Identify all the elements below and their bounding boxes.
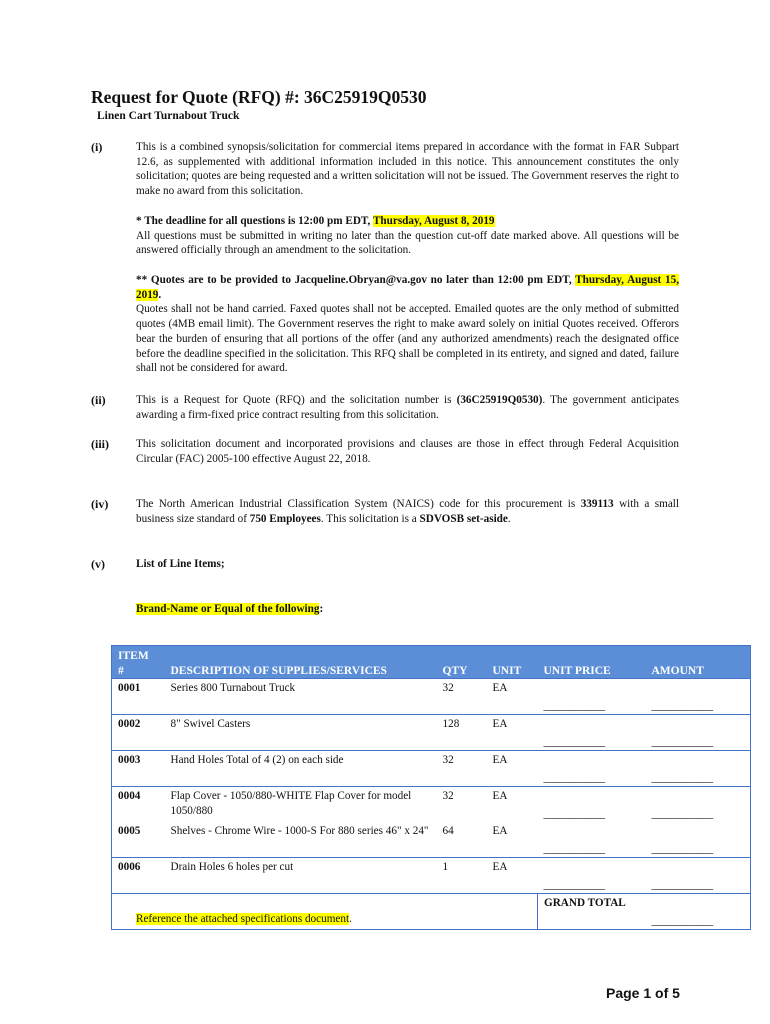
unit-price-cell[interactable] <box>538 858 646 894</box>
section-iv-text-c: . This solicitation is a <box>320 512 420 525</box>
amount-blank: ____________ <box>651 700 713 712</box>
item-qty: 32 <box>437 751 487 787</box>
amount-blank: ____________ <box>651 772 713 784</box>
col-header-description <box>165 646 437 679</box>
item-unit: EA <box>487 751 538 787</box>
col-header-unit <box>487 646 538 679</box>
item-number: 0003 <box>112 751 165 787</box>
page-title: Request for Quote (RFQ) #: 36C25919Q0530 <box>91 87 427 107</box>
naics-code: 339113 <box>580 498 614 510</box>
unit-price-blank: ____________ <box>543 843 605 855</box>
table-row <box>112 751 751 787</box>
col-header-qty <box>437 646 487 679</box>
line-items-table <box>111 645 751 930</box>
item-description: Hand Holes Total of 4 (2) on each side <box>165 751 437 787</box>
table-row <box>112 787 751 823</box>
item-unit: EA <box>487 715 538 751</box>
item-number: 0005 <box>112 822 165 858</box>
line-items-heading <box>136 557 679 572</box>
item-qty: 64 <box>437 822 487 858</box>
amount-cell[interactable] <box>646 751 751 787</box>
table-header-row <box>112 646 751 679</box>
item-unit: EA <box>487 679 538 715</box>
amount-blank: ____________ <box>651 736 713 748</box>
col-header-description-label: DESCRIPTION OF SUPPLIES/SERVICES <box>170 665 387 677</box>
unit-price-cell[interactable] <box>538 787 646 823</box>
item-qty: 32 <box>437 679 487 715</box>
table-row <box>112 822 751 858</box>
deadline-lead: * The deadline for all questions is 12:00 pm EDT, <box>136 215 373 227</box>
brand-name-text: Brand-Name or Equal of the following <box>136 603 320 615</box>
brand-name-colon: : <box>319 603 324 615</box>
solicitation-number: (36C25919Q0530) <box>456 394 543 406</box>
section-iv-text-a: The North American Industrial Classification System (NAICS) code for this procurement is <box>136 498 581 510</box>
unit-price-cell[interactable] <box>538 751 646 787</box>
brand-name-heading <box>136 602 679 617</box>
grand-total-label: GRAND TOTAL <box>538 894 646 930</box>
amount-cell[interactable] <box>646 858 751 894</box>
item-unit: EA <box>487 858 538 894</box>
section-i-text: This is a combined synopsis/solicitation for commercial items prepared in accordance with the format in FAR Subpart 12.6, as supplemented with additional information included in this notice. This announcement constitutes the only solicitation; quotes are being requested and a written solicitation will not be issued. The Government reserves the right to make no award from this solicitation. <box>136 141 679 198</box>
page-number: Page 1 of 5 <box>606 985 680 1001</box>
col-header-qty-label: QTY <box>442 665 468 677</box>
item-unit: EA <box>487 822 538 858</box>
item-description: Drain Holes 6 holes per cut <box>165 858 437 894</box>
quotes-end: . <box>158 288 162 301</box>
item-unit: EA <box>487 787 538 823</box>
item-qty: 128 <box>437 715 487 751</box>
size-standard: 750 Employees <box>249 512 321 525</box>
col-header-amount <box>646 646 751 679</box>
item-description: Series 800 Turnabout Truck <box>165 679 437 715</box>
unit-price-cell[interactable] <box>538 679 646 715</box>
section-iii-text: This solicitation document and incorporated provisions and clauses are those in effect through Federal Acquisition Circular (FAC) 2005-100 effective August 22, 2018. <box>136 438 679 465</box>
setaside: SDVOSB set-aside <box>419 512 508 525</box>
deadline-text: All questions must be submitted in writing no later than the question cut-off date marked above. All questions will be answered officially through an amendment to the solicitation. <box>136 229 679 257</box>
grand-total-cell[interactable] <box>646 894 751 930</box>
col-header-unit-price <box>538 646 646 679</box>
amount-blank: ____________ <box>651 808 713 820</box>
quotes-lead: ** Quotes are to be provided to Jacqueline.Obryan@va.gov no later than 12:00 pm EDT, <box>136 274 576 286</box>
document-subtitle: Linen Cart Turnabout Truck <box>97 110 240 122</box>
reference-note-text: Reference the attached specifications document <box>136 913 350 925</box>
unit-price-cell[interactable] <box>538 715 646 751</box>
amount-cell[interactable] <box>646 787 751 823</box>
amount-blank: ____________ <box>651 879 713 891</box>
col-header-item <box>112 646 165 679</box>
section-label-ii: (ii) <box>91 393 106 407</box>
item-description: Shelves - Chrome Wire - 1000-S For 880 series 46" x 24" <box>165 822 437 858</box>
amount-cell[interactable] <box>646 822 751 858</box>
quotes-date: Thursday, August 15, 2019 <box>136 274 679 301</box>
quotes-deadline <box>136 273 679 376</box>
unit-price-blank: ____________ <box>543 808 605 820</box>
unit-price-cell[interactable] <box>538 822 646 858</box>
reference-note-end: . <box>349 913 352 925</box>
item-qty: 32 <box>437 787 487 823</box>
item-description: Flap Cover - 1050/880-WHITE Flap Cover for model 1050/880 <box>165 787 437 823</box>
amount-blank: ____________ <box>651 843 713 855</box>
table-row <box>112 679 751 715</box>
section-iv-text-b: with a small business size standard of <box>136 498 680 525</box>
section-label-iv: (iv) <box>91 497 109 511</box>
section-label-v: (v) <box>91 557 105 571</box>
deadline-date: Thursday, August 8, 2019 <box>372 215 495 227</box>
col-header-unit-label: UNIT <box>492 665 522 677</box>
table-row <box>112 715 751 751</box>
amount-cell[interactable] <box>646 715 751 751</box>
section-label-iii: (iii) <box>91 437 109 451</box>
quotes-text: Quotes shall not be hand carried. Faxed quotes shall not be accepted. Emailed quotes are the only method of submitted quotes (4MB email limit). The Government reserves the right to make award solely on initial Quotes received. Offerors bear the burden of ensuring that all portions of the offer (and any authorized amendments) reach the designated office before the deadline specified in the solicitation. This RFQ shall be completed in its entirety, and signed and dated, failure shall not be considered for award. <box>136 303 679 375</box>
col-header-item-line1: ITEM <box>118 650 149 662</box>
item-number: 0001 <box>112 679 165 715</box>
unit-price-blank: ____________ <box>543 700 605 712</box>
item-qty: 1 <box>437 858 487 894</box>
unit-price-blank: ____________ <box>543 879 605 891</box>
section-iv-text-d: . <box>507 512 511 525</box>
table-row <box>112 858 751 894</box>
col-header-amount-label: AMOUNT <box>651 665 704 677</box>
item-number: 0004 <box>112 787 165 823</box>
unit-price-blank: ____________ <box>543 736 605 748</box>
section-ii-text-a: This is a Request for Quote (RFQ) and the solicitation number is <box>136 394 457 406</box>
col-header-item-line2: # <box>118 665 124 677</box>
section-label-i: (i) <box>91 140 103 154</box>
reference-note <box>136 913 352 925</box>
col-header-unit-price-label: UNIT PRICE <box>543 665 611 677</box>
questions-deadline <box>136 214 679 258</box>
item-number: 0006 <box>112 858 165 894</box>
line-items-title: List of Line Items; <box>136 558 225 570</box>
item-number: 0002 <box>112 715 165 751</box>
unit-price-blank: ____________ <box>543 772 605 784</box>
grand-total-blank: ____________ <box>651 915 713 927</box>
section-ii-text-b: . The government anticipates awarding a firm-fixed price contract resulting from this solicitation. <box>136 394 680 421</box>
amount-cell[interactable] <box>646 679 751 715</box>
item-description: 8" Swivel Casters <box>165 715 437 751</box>
section-iv-text <box>136 497 679 526</box>
section-ii-text <box>136 393 679 422</box>
